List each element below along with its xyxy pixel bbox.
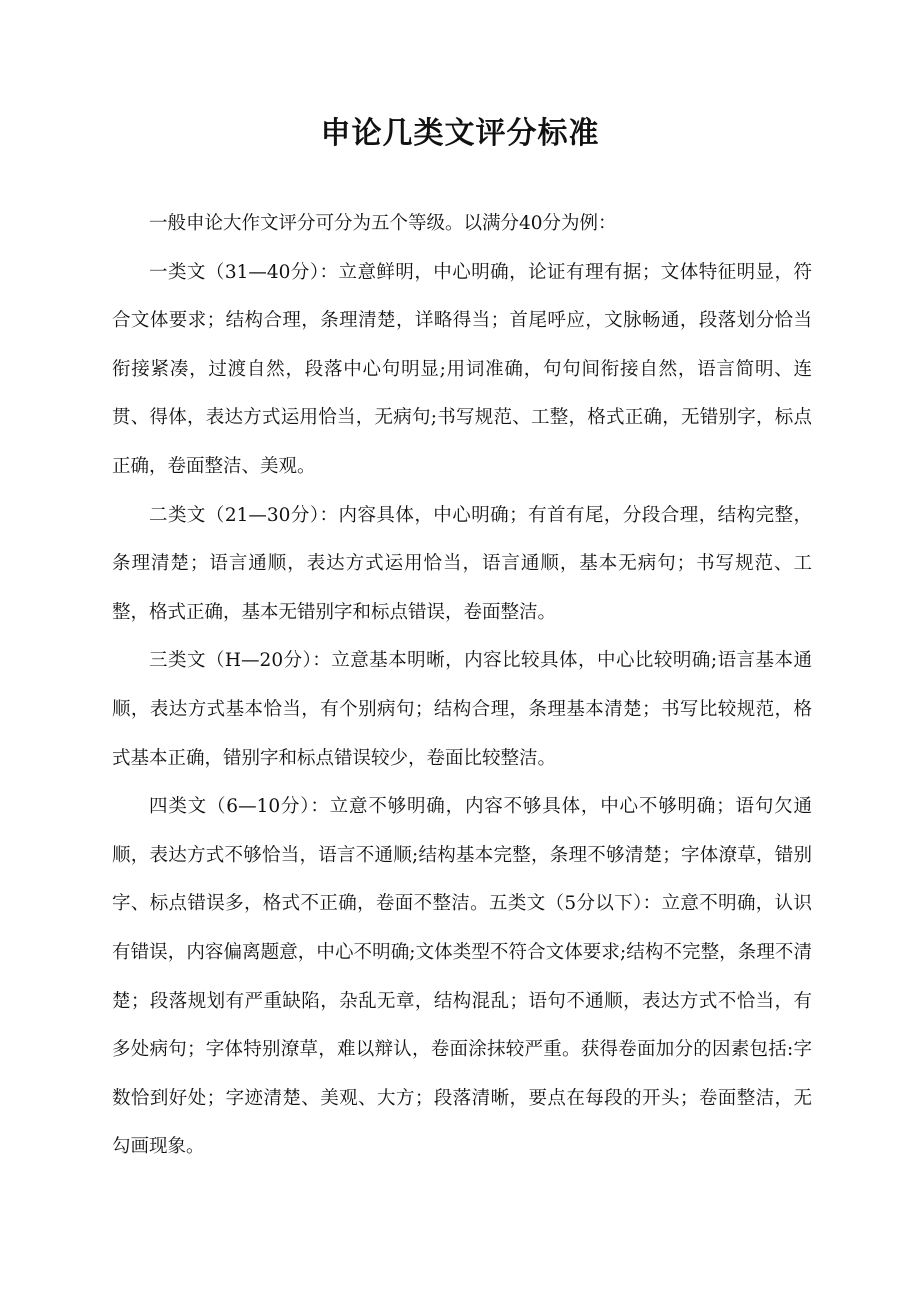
page-title: 申论几类文评分标准 <box>320 116 600 151</box>
paragraph-grade-1: 一类文（31—40分）：立意鲜明，中心明确，论证有理有据；文体特征明显，符合文体要求；结构合理，条理清楚，详略得当；首尾呼应，文脉畅通，段落划分恰当衔接紧凑，过渡自然，段落中心句明显;用词准确，句句间衔接自然，语言简明、连贯、得体，表达方式运用恰当，无病句;书写规范、工整，格式正确，无错别字，标点正确，卷面整洁、美观。 <box>112 261 812 477</box>
document-body <box>112 200 812 1172</box>
paragraph-grade-4-5: 四类文（6—10分）：立意不够明确，内容不够具体，中心不够明确；语句欠通顺，表达方式不够恰当，语言不通顺;结构基本完整，条理不够清楚；字体潦草，错别字、标点错误多，格式不正确，卷面不整洁。五类文（5分以下）：立意不明确，认识有错误，内容偏离题意，中心不明确;文体类型不符合文体要求;结构不完整，条理不清楚；段落规划有严重缺陷，杂乱无章，结构混乱；语句不通顺，表达方式不恰当，有多处病句；字体特别潦草，难以辩认，卷面涂抹较严重。获得卷面加分的因素包括:字数恰到好处；字迹清楚、美观、大方；段落清晰，要点在每段的开头；卷面整洁，无勾画现象。 <box>112 796 812 1158</box>
paragraph-intro: 一般申论大作文评分可分为五个等级。以满分40分为例： <box>149 213 617 234</box>
paragraph-grade-2: 二类文（21—30分）：内容具体，中心明确；有首有尾，分段合理，结构完整，条理清楚；语言通顺，表达方式运用恰当，语言通顺，基本无病句；书写规范、工整，格式正确，基本无错别字和标点错误，卷面整洁。 <box>112 504 812 623</box>
paragraph-grade-3: 三类文（H—20分）：立意基本明晰，内容比较具体，中心比较明确;语言基本通顺，表达方式基本恰当，有个别病句；结构合理，条理基本清楚；书写比较规范，格式基本正确，错别字和标点错误较少，卷面比较整洁。 <box>112 650 812 769</box>
